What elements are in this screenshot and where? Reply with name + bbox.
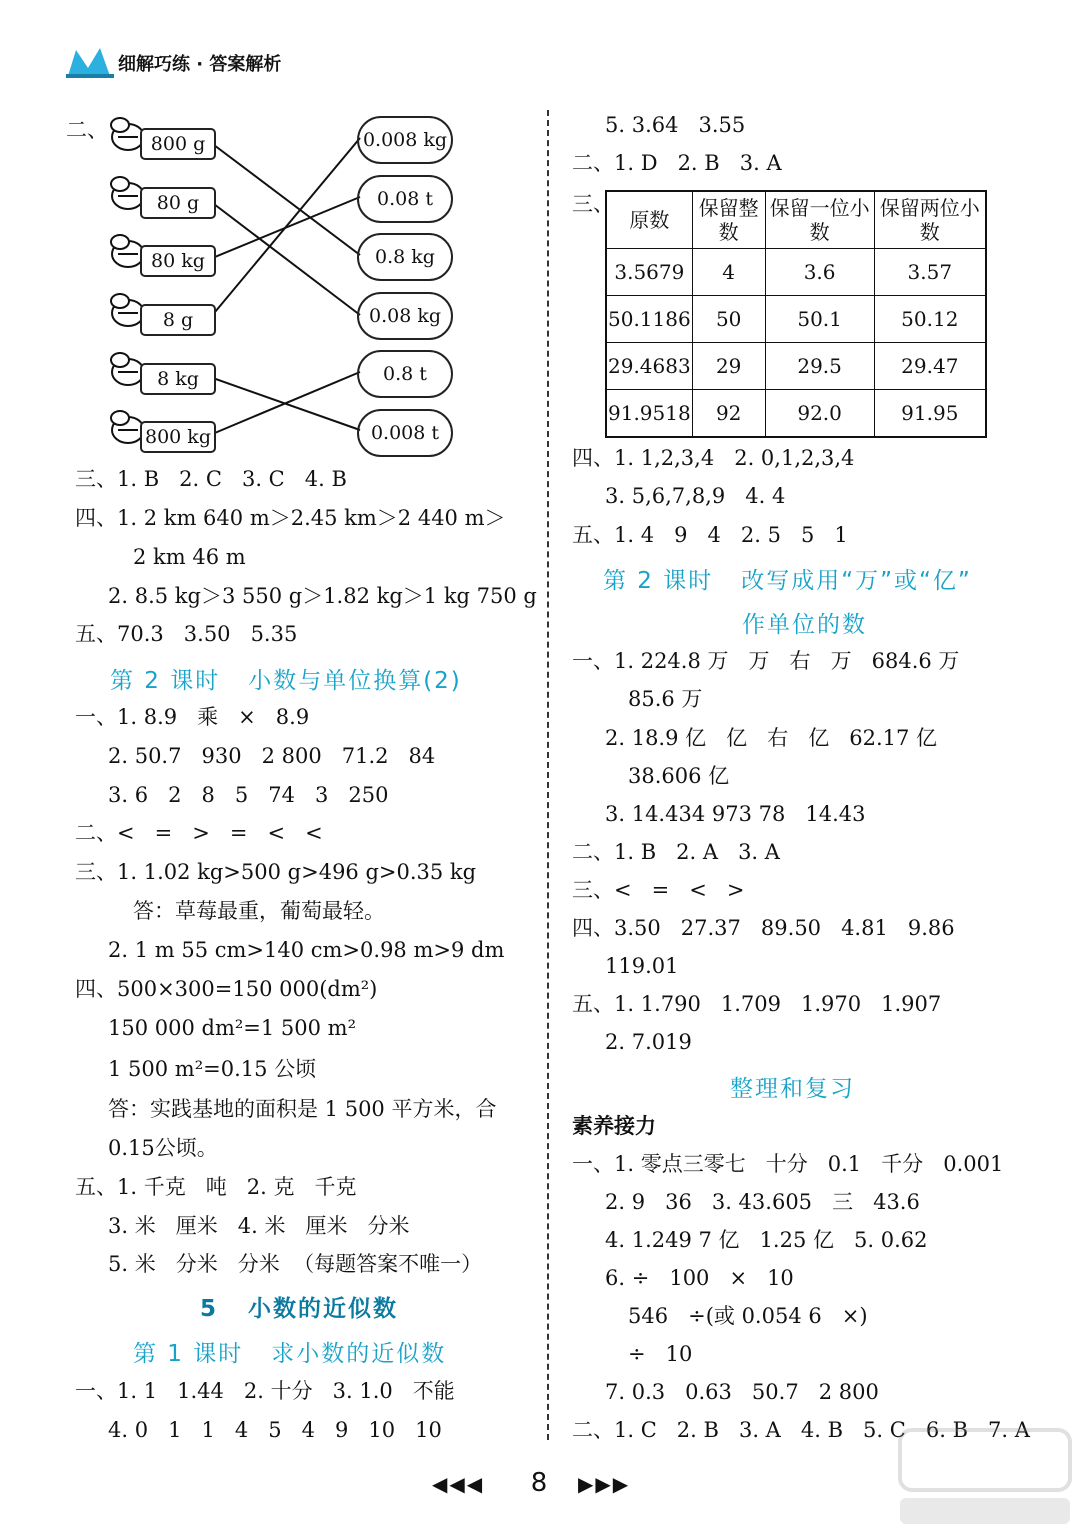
cloud-bubble: 0.08 kg (357, 292, 453, 340)
mass-box: 800 g (140, 128, 216, 160)
answer-line: 五、1. 1.790 1.709 1.970 1.907 (572, 992, 942, 1016)
table-cell: 92.0 (765, 390, 874, 438)
answer-line: 5. 米 分米 分米 （每题答案不唯一） (108, 1252, 483, 1276)
section-heading: 第 2 课时 改写成用“万”或“亿” (603, 568, 972, 594)
answer-line: 3. 14.434 973 78 14.43 (605, 802, 866, 826)
answer-line: 一、1. 零点三零七 十分 0.1 千分 0.001 (572, 1152, 1004, 1176)
answer-line: 三、< = < > (572, 878, 745, 902)
table-cell: 29 (692, 343, 765, 390)
answer-line: 二、1. D 2. B 3. A (572, 151, 782, 175)
section-heading: 第 1 课时 求小数的近似数 (133, 1341, 447, 1367)
matching-lines (0, 0, 560, 460)
matching-label: 二、 (66, 118, 108, 142)
answer-line: 4. 0 1 1 4 5 4 9 10 10 (108, 1418, 442, 1442)
answer-line: 三、1. 1.02 kg>500 g>496 g>0.35 kg (75, 860, 477, 884)
chapter-heading: 5 小数的近似数 (200, 1296, 399, 1322)
mass-box: 800 kg (140, 421, 216, 453)
mass-box: 80 g (140, 187, 216, 219)
mass-box: 8 kg (140, 363, 216, 395)
table-row (606, 343, 986, 390)
answer-line: 三、1. B 2. C 3. C 4. B (75, 467, 347, 491)
answer-line: 38.606 亿 (628, 764, 730, 788)
table-cell: 29.5 (765, 343, 874, 390)
answer-line: 答：实践基地的面积是 1 500 平方米，合 (108, 1097, 497, 1121)
table-header: 原数 (606, 191, 692, 249)
mass-box: 80 kg (140, 245, 216, 277)
table-header: 保留整数 (692, 191, 765, 249)
answer-line: 四、1. 2 km 640 m＞2.45 km＞2 440 m＞ (75, 506, 506, 530)
answer-line: 2. 1 m 55 cm>140 cm>0.98 m>9 dm (108, 938, 505, 962)
cloud-bubble: 0.008 kg (357, 116, 453, 164)
answer-line: 546 ÷(或 0.054 6 ×) (628, 1304, 868, 1328)
mass-box: 8 g (140, 304, 216, 336)
answer-line: 3. 米 厘米 4. 米 厘米 分米 (108, 1214, 410, 1238)
answer-line: 1 500 m²=0.15 公顷 (108, 1057, 317, 1081)
answer-line: ÷ 10 (628, 1342, 693, 1366)
answer-line: 四、3.50 27.37 89.50 4.81 9.86 (572, 916, 955, 940)
table-row (606, 390, 986, 438)
subsection-label: 素养接力 (572, 1114, 656, 1138)
table-cell: 50.12 (874, 296, 986, 343)
answer-line: 2. 9 36 3. 43.605 三 43.6 (605, 1190, 920, 1214)
answer-line: 2. 7.019 (605, 1030, 692, 1054)
answer-line: 2. 50.7 930 2 800 71.2 84 (108, 744, 436, 768)
answer-line: 2 km 46 m (133, 545, 246, 569)
answer-line: 二、< = > = < < (75, 821, 323, 845)
answer-line: 6. ÷ 100 × 10 (605, 1266, 794, 1290)
answer-line: 119.01 (605, 954, 679, 978)
answer-line: 150 000 dm²=1 500 m² (108, 1016, 357, 1040)
watermark-logo-icon (895, 1420, 1075, 1530)
table-cell: 91.9518 (606, 390, 692, 438)
answer-line: 一、1. 224.8 万 万 右 万 684.6 万 (572, 649, 960, 673)
answer-line: 0.15公顷。 (108, 1136, 218, 1160)
table-header: 保留一位小数 (765, 191, 874, 249)
answer-line: 2. 18.9 亿 亿 右 亿 62.17 亿 (605, 726, 938, 750)
table-row (606, 296, 986, 343)
header-title: 细解巧练 · 答案解析 (118, 54, 282, 75)
table-header: 保留两位小数 (874, 191, 986, 249)
section-heading: 整理和复习 (730, 1076, 855, 1102)
answer-line: 3. 5,6,7,8,9 4. 4 (605, 484, 786, 508)
table-cell: 91.95 (874, 390, 986, 438)
next-page-arrows-icon[interactable]: ▶▶▶ (578, 1472, 631, 1496)
answer-line: 2. 8.5 kg＞3 550 g＞1.82 kg＞1 kg 750 g (108, 584, 537, 608)
page-number: 8 (530, 1468, 548, 1498)
answer-line: 7. 0.3 0.63 50.7 2 800 (605, 1380, 879, 1404)
cloud-bubble: 0.8 t (357, 350, 453, 398)
answer-line: 五、1. 千克 吨 2. 克 千克 (75, 1175, 357, 1199)
cloud-bubble: 0.008 t (357, 409, 453, 457)
answer-line: 4. 1.249 7 亿 1.25 亿 5. 0.62 (605, 1228, 928, 1252)
answer-line: 二、1. B 2. A 3. A (572, 840, 780, 864)
answer-line: 二、1. C 2. B 3. A 4. B 5. C 6. B 7. A (572, 1418, 1030, 1442)
table-cell: 92 (692, 390, 765, 438)
table-cell: 4 (692, 249, 765, 296)
cloud-bubble: 0.8 kg (357, 233, 453, 281)
answer-line: 一、1. 8.9 乘 × 8.9 (75, 705, 310, 729)
answer-line: 四、500×300=150 000(dm²) (75, 977, 378, 1001)
table-row (606, 249, 986, 296)
table-cell: 3.57 (874, 249, 986, 296)
table-cell: 3.5679 (606, 249, 692, 296)
answer-line: 五、70.3 3.50 5.35 (75, 622, 298, 646)
table-cell: 29.47 (874, 343, 986, 390)
table-cell: 50.1 (765, 296, 874, 343)
answer-line: 答：草莓最重，葡萄最轻。 (133, 899, 385, 923)
table-cell: 50 (692, 296, 765, 343)
section-heading: 作单位的数 (742, 612, 867, 638)
rounding-table (605, 190, 987, 438)
answer-line: 四、1. 1,2,3,4 2. 0,1,2,3,4 (572, 446, 855, 470)
table-cell: 50.1186 (606, 296, 692, 343)
answer-line: 五、1. 4 9 4 2. 5 5 1 (572, 523, 848, 547)
table-cell: 29.4683 (606, 343, 692, 390)
answer-line: 三、 (572, 192, 614, 216)
answer-line: 3. 6 2 8 5 74 3 250 (108, 783, 389, 807)
answer-line: 一、1. 1 1.44 2. 十分 3. 1.0 不能 (75, 1379, 455, 1403)
section-heading: 第 2 课时 小数与单位换算(2) (110, 668, 462, 694)
prev-page-arrows-icon[interactable]: ◀◀◀ (432, 1472, 485, 1496)
answer-line: 85.6 万 (628, 687, 703, 711)
table-cell: 3.6 (765, 249, 874, 296)
answer-line: 5. 3.64 3.55 (605, 113, 746, 137)
cloud-bubble: 0.08 t (357, 175, 453, 223)
